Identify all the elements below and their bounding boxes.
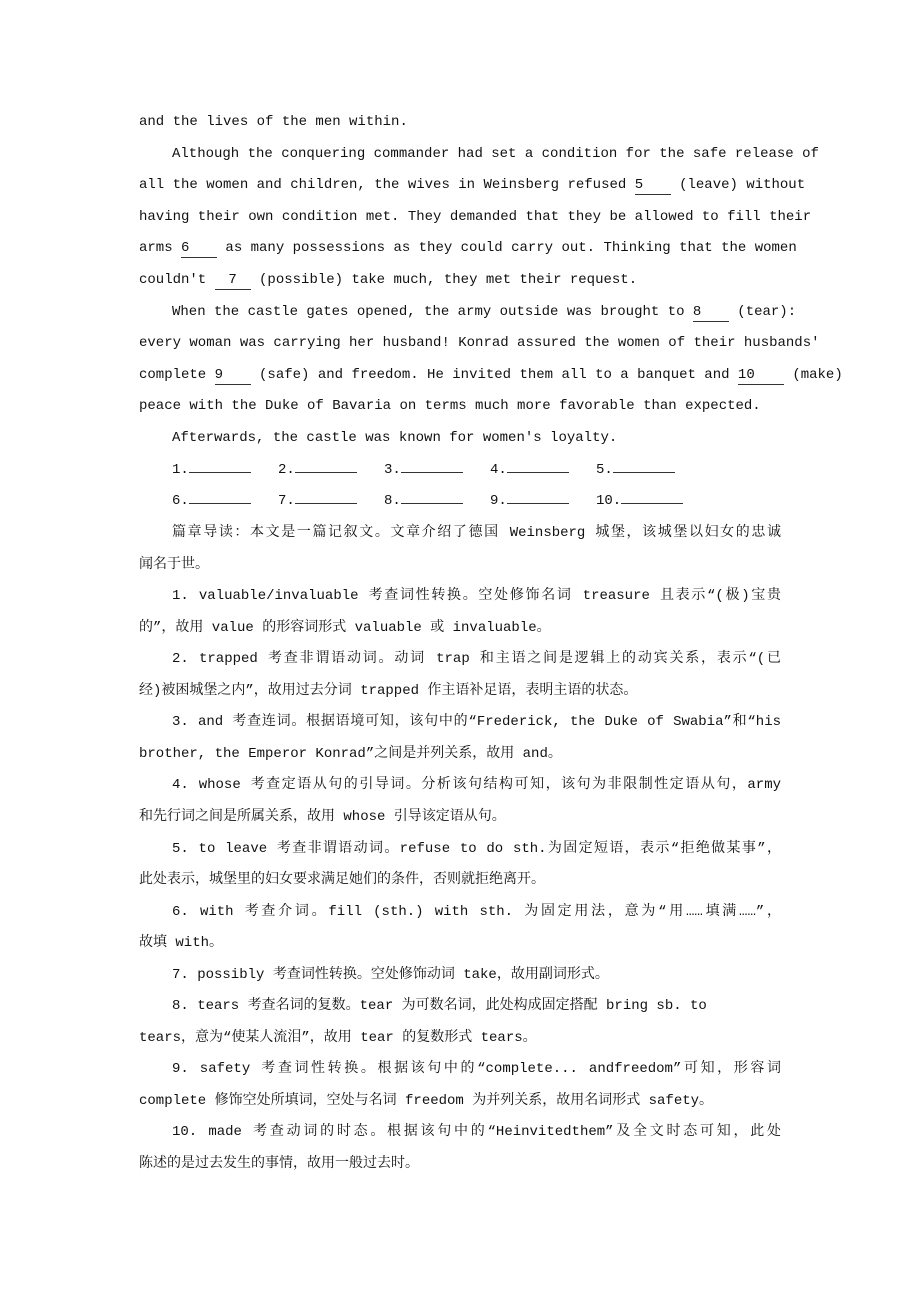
passage-line: and the lives of the men within.	[139, 114, 408, 130]
text: (possible) take much, they met their request.	[259, 272, 638, 288]
answer-blank[interactable]	[189, 472, 251, 473]
answer-row	[172, 490, 781, 512]
answer-blank[interactable]	[295, 503, 357, 504]
passage-line	[139, 174, 806, 196]
explanation-line: 4. whose 考查定语从句的引导词。分析该句结构可知，该句为非限制性定语从句，army	[172, 777, 781, 794]
explanation-line: 的”，故用 value 的形容词形式 valuable 或 invaluable。	[139, 619, 551, 636]
explanation-line: 闻名于世。	[139, 556, 209, 573]
explanation-line: 10. made 考查动词的时态。根据该句中的“Heinvitedthem”及全文时态可知，此处	[172, 1124, 781, 1141]
answer-label: 5.	[596, 462, 613, 478]
blank-8: 8	[693, 303, 729, 322]
passage-line: Afterwards, the castle was known for women's loyalty.	[172, 430, 618, 446]
text: (make)	[792, 367, 843, 383]
explanation-line: 8. tears 考查名词的复数。tear 为可数名词，此处构成固定搭配 bring sb. to	[172, 998, 707, 1015]
answer-blank[interactable]	[189, 503, 251, 504]
blank-7: 7	[215, 271, 251, 290]
text: When the castle gates opened, the army outside was brought to	[172, 304, 685, 320]
explanation-line: 和先行词之间是所属关系，故用 whose 引导该定语从句。	[139, 808, 506, 825]
explanation-line: 陈述的是过去发生的事情，故用一般过去时。	[139, 1156, 419, 1172]
explanation-line: 9. safety 考查词性转换。根据该句中的“complete... andfreedom”可知，形容词	[172, 1061, 781, 1078]
text: (leave) without	[679, 177, 806, 193]
explanation-line: complete 修饰空处所填词，空处与名词 freedom 为并列关系，故用名词形式 safety。	[139, 1092, 714, 1109]
text: (tear):	[737, 304, 797, 320]
explanation-line: 5. to leave 考查非谓语动词。refuse to do sth.为固定短语，表示“拒绝做某事”，	[172, 840, 781, 857]
passage-line	[139, 364, 843, 386]
explanation-line: tears，意为“使某人流泪”，故用 tear 的复数形式 tears。	[139, 1029, 537, 1046]
answer-blank[interactable]	[621, 503, 683, 504]
answer-blank[interactable]	[507, 472, 569, 473]
text: (safe) and freedom. He invited them all to a banquet and	[259, 367, 730, 383]
answer-blank[interactable]	[401, 503, 463, 504]
text: all the women and children, the wives in Weinsberg refused	[139, 177, 627, 193]
explanation-line: brother, the Emperor Konrad”之间是并列关系，故用 and。	[139, 745, 562, 762]
answer-label: 3.	[384, 462, 401, 478]
passage-line	[139, 237, 797, 259]
blank-5: 5	[635, 176, 671, 195]
answer-blank[interactable]	[507, 503, 569, 504]
explanation-line: 故填 with。	[139, 935, 224, 952]
answer-row	[172, 459, 781, 481]
text: as many possessions as they could carry out. Thinking that the women	[225, 240, 797, 256]
text: complete	[139, 367, 207, 383]
blank-9: 9	[215, 366, 251, 385]
text: arms	[139, 240, 173, 256]
answer-blank[interactable]	[295, 472, 357, 473]
explanation-line: 此处表示，城堡里的妇女要求满足她们的条件，否则就拒绝离开。	[139, 872, 545, 889]
explanation-line: 2. trapped 考查非谓语动词。动词 trap 和主语之间是逻辑上的动宾关系，表示“(已	[172, 651, 781, 668]
explanation-line: 6. with 考查介词。fill (sth.) with sth. 为固定用法，意为“用……填满……”，	[172, 903, 781, 920]
passage-line: peace with the Duke of Bavaria on terms much more favorable than expected.	[139, 398, 761, 414]
passage-line	[139, 269, 781, 291]
explanation-line: 篇章导读：本文是一篇记叙文。文章介绍了德国 Weinsberg 城堡，该城堡以妇女的忠诚	[172, 525, 781, 541]
explanation-line: 1. valuable/invaluable 考查词性转换。空处修饰名词 treasure 且表示“(极)宝贵	[172, 588, 781, 605]
answer-label: 6.	[172, 493, 189, 509]
explanation-line: 经)被困城堡之内”，故用过去分词 trapped 作主语补足语，表明主语的状态。	[139, 682, 638, 699]
answer-label: 1.	[172, 462, 189, 478]
text: couldn't	[139, 272, 207, 288]
blank-6: 6	[181, 239, 217, 258]
answer-blank[interactable]	[613, 472, 675, 473]
passage-line: having their own condition met. They demanded that they be allowed to fill their	[139, 209, 812, 225]
answer-label: 9.	[490, 493, 507, 509]
answer-blank[interactable]	[401, 472, 463, 473]
answer-label: 2.	[278, 462, 295, 478]
explanation-line: 7. possibly 考查词性转换。空处修饰动词 take，故用副词形式。	[172, 966, 609, 983]
blank-10: 10	[738, 366, 784, 385]
passage-line: Although the conquering commander had set a condition for the safe release of	[172, 146, 819, 162]
answer-label: 8.	[384, 493, 401, 509]
answer-label: 4.	[490, 462, 507, 478]
answer-label: 7.	[278, 493, 295, 509]
explanation-line: 3. and 考查连词。根据语境可知，该句中的“Frederick, the Duke of Swabia”和“his	[172, 714, 781, 731]
passage-line: every woman was carrying her husband! Konrad assured the women of their husbands'	[139, 335, 820, 351]
answer-label: 10.	[596, 493, 622, 509]
passage-line	[172, 301, 797, 323]
